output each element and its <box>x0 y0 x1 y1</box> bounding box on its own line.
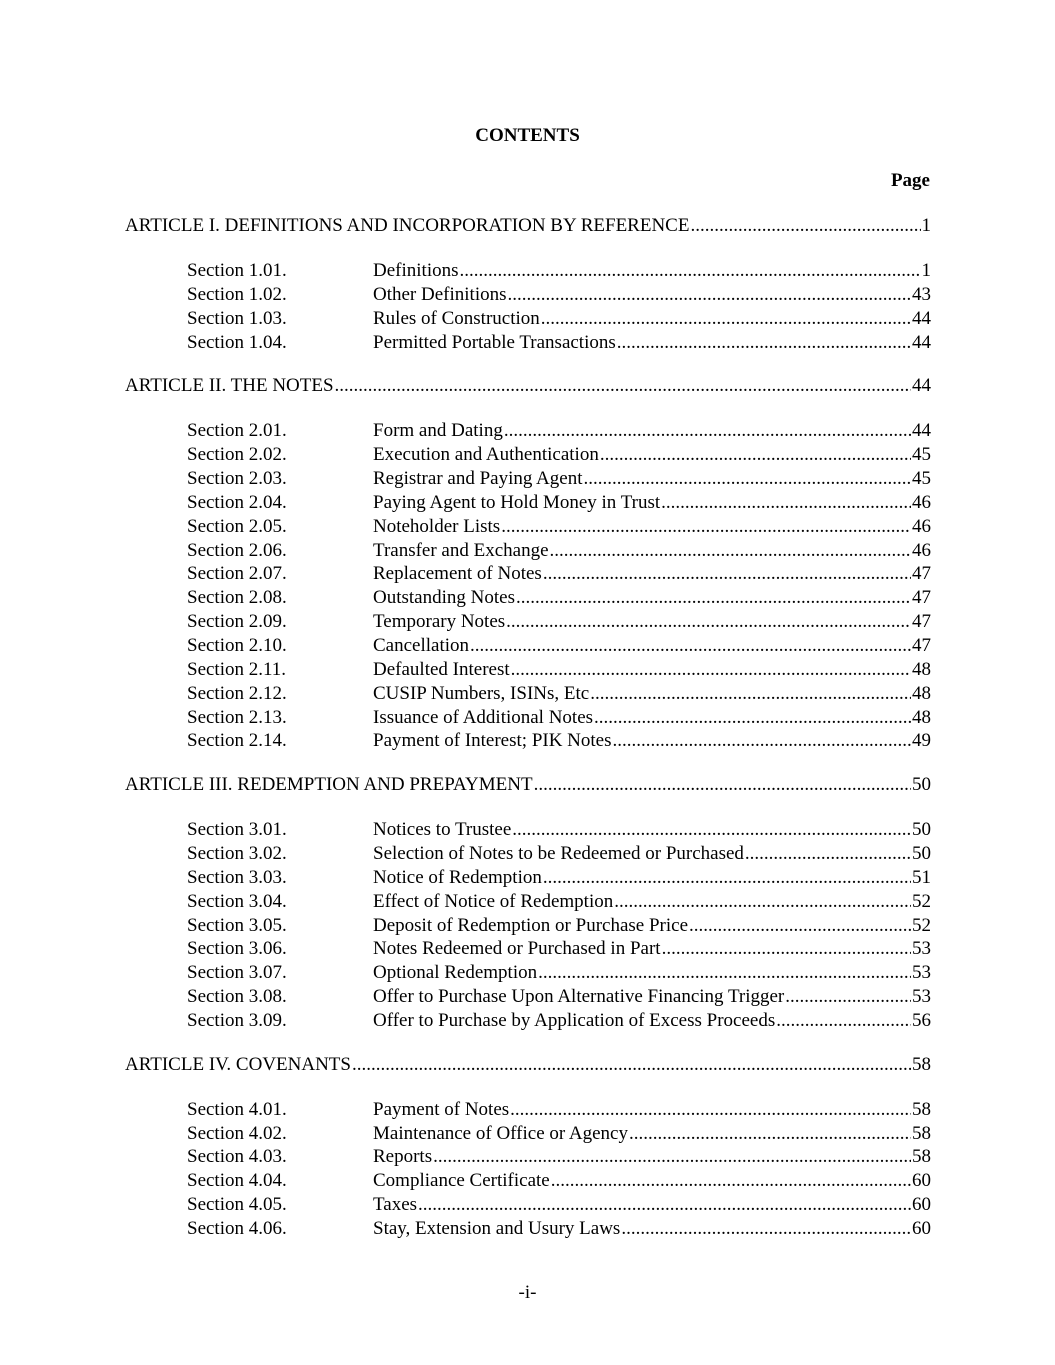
section-title: Deposit of Redemption or Purchase Price <box>373 914 689 936</box>
article-title: ARTICLE III. REDEMPTION AND PREPAYMENT <box>125 774 533 796</box>
dot-leader <box>516 586 911 610</box>
section-number: Section 3.01. <box>187 819 287 841</box>
section-title: Optional Redemption <box>373 962 538 984</box>
section-number: Section 2.13. <box>187 706 287 728</box>
section-number: Section 3.09. <box>187 1009 287 1031</box>
section-number: Section 1.01. <box>187 260 287 281</box>
section-title: Notices to Trustee <box>373 819 512 841</box>
dot-leader <box>629 1122 911 1146</box>
section-title: Issuance of Additional Notes <box>373 706 594 728</box>
section-page-number: 51 <box>912 866 931 888</box>
section-page-number: 60 <box>912 1194 931 1216</box>
dot-leader <box>785 985 911 1009</box>
section-page-number: 48 <box>912 658 931 680</box>
section-title: Reports <box>373 1146 433 1168</box>
section-title: Noteholder Lists <box>373 515 501 537</box>
section-page-number: 56 <box>912 1009 931 1031</box>
toc-section-entry <box>125 331 931 355</box>
section-page-number: 46 <box>912 515 931 537</box>
toc-section-entry <box>125 866 931 890</box>
section-title: Registrar and Paying Agent <box>373 468 583 490</box>
section-page-number: 49 <box>912 730 931 752</box>
section-title: Payment of Notes <box>373 1098 510 1120</box>
toc-section-entry <box>125 1145 931 1169</box>
section-number: Section 2.07. <box>187 563 287 585</box>
section-title: Permitted Portable Transactions <box>373 331 616 353</box>
dot-leader <box>550 539 911 563</box>
toc-section-entry <box>125 985 931 1009</box>
section-number: Section 2.12. <box>187 682 287 704</box>
section-number: Section 4.02. <box>187 1122 287 1144</box>
section-title: Cancellation <box>373 634 470 656</box>
section-title: Defaulted Interest <box>373 658 510 680</box>
toc-section-entry <box>125 1098 931 1122</box>
section-list <box>125 1098 931 1241</box>
section-page-number: 43 <box>912 283 931 305</box>
dot-leader <box>352 1053 911 1077</box>
toc-section-entry <box>125 283 931 307</box>
dot-leader <box>543 562 911 586</box>
toc-section-entry <box>125 467 931 491</box>
section-title: Temporary Notes <box>373 611 506 633</box>
page-number-footer: -i- <box>518 1282 537 1303</box>
toc-section-entry <box>125 706 931 730</box>
section-title: Notice of Redemption <box>373 866 542 888</box>
section-page-number: 58 <box>912 1146 931 1168</box>
section-title: Selection of Notes to be Redeemed or Purchased <box>373 843 744 865</box>
toc-section-entry <box>125 539 931 563</box>
section-title: Definitions <box>373 260 459 281</box>
section-title: Transfer and Exchange <box>373 539 549 561</box>
page-title: CONTENTS <box>475 125 580 146</box>
dot-leader <box>506 610 911 634</box>
dot-leader <box>538 961 911 985</box>
article-title: ARTICLE IV. COVENANTS <box>125 1053 351 1075</box>
section-title: Paying Agent to Hold Money in Trust <box>373 491 661 513</box>
section-number: Section 2.04. <box>187 491 287 513</box>
table-of-contents <box>125 214 931 1261</box>
section-number: Section 3.02. <box>187 843 287 865</box>
section-number: Section 2.09. <box>187 611 287 633</box>
section-number: Section 2.11. <box>187 658 287 680</box>
section-page-number: 52 <box>912 914 931 936</box>
dot-leader <box>661 491 911 515</box>
section-page-number: 46 <box>912 491 931 513</box>
section-number: Section 4.06. <box>187 1218 287 1239</box>
section-number: Section 4.03. <box>187 1146 287 1168</box>
dot-leader <box>510 1098 911 1122</box>
toc-section-entry <box>125 586 931 610</box>
section-page-number: 1 <box>921 260 931 281</box>
section-number: Section 2.14. <box>187 730 287 752</box>
section-number: Section 2.05. <box>187 515 287 537</box>
toc-section-entry <box>125 443 931 467</box>
toc-article-entry <box>125 214 931 238</box>
section-page-number: 47 <box>912 611 931 633</box>
toc-article-entry <box>125 1053 931 1077</box>
section-title: Outstanding Notes <box>373 587 515 609</box>
section-title: Notes Redeemed or Purchased in Part <box>373 938 661 960</box>
page-column-header: Page <box>890 170 930 191</box>
section-title: Other Definitions <box>373 283 507 305</box>
toc-section-entry <box>125 914 931 938</box>
article-page-number: 58 <box>912 1053 931 1075</box>
section-title: Form and Dating <box>373 420 503 442</box>
article-page-number: 44 <box>912 375 931 397</box>
section-title: Payment of Interest; PIK Notes <box>373 730 612 752</box>
section-title: Rules of Construction <box>373 307 540 329</box>
section-page-number: 58 <box>912 1098 931 1120</box>
section-page-number: 44 <box>912 420 931 442</box>
article-page-number: 50 <box>912 774 931 796</box>
section-title: Compliance Certificate <box>373 1170 550 1192</box>
section-page-number: 45 <box>912 444 931 466</box>
article-title: ARTICLE II. THE NOTES <box>125 375 334 397</box>
toc-section-entry <box>125 729 931 753</box>
section-page-number: 53 <box>912 962 931 984</box>
dot-leader <box>508 283 911 307</box>
section-number: Section 3.04. <box>187 890 287 912</box>
dot-leader <box>621 1217 911 1241</box>
section-number: Section 2.06. <box>187 539 287 561</box>
section-page-number: 45 <box>912 468 931 490</box>
toc-section-entry <box>125 515 931 539</box>
toc-section-entry <box>125 1122 931 1146</box>
toc-section-entry <box>125 491 931 515</box>
dot-leader <box>776 1009 911 1033</box>
dot-leader <box>600 443 911 467</box>
toc-section-entry <box>125 1009 931 1033</box>
section-number: Section 1.04. <box>187 331 287 353</box>
section-page-number: 53 <box>912 938 931 960</box>
section-title: Execution and Authentication <box>373 444 599 466</box>
toc-section-entry <box>125 682 931 706</box>
section-page-number: 60 <box>912 1170 931 1192</box>
dot-leader <box>617 331 911 355</box>
toc-section-entry <box>125 634 931 658</box>
toc-section-entry <box>125 658 931 682</box>
section-list <box>125 259 931 354</box>
dot-leader <box>335 374 911 398</box>
dot-leader <box>470 634 911 658</box>
dot-leader <box>590 682 911 706</box>
toc-section-entry <box>125 610 931 634</box>
article-title: ARTICLE I. DEFINITIONS AND INCORPORATION BY REFERENCE <box>125 215 690 236</box>
section-number: Section 3.06. <box>187 938 287 960</box>
dot-leader <box>745 842 911 866</box>
section-number: Section 3.05. <box>187 914 287 936</box>
section-title: Offer to Purchase Upon Alternative Financing Trigger <box>373 986 785 1008</box>
section-list <box>125 818 931 1033</box>
section-title: Effect of Notice of Redemption <box>373 890 614 912</box>
dot-leader <box>433 1145 911 1169</box>
section-page-number: 47 <box>912 634 931 656</box>
toc-section-entry <box>125 818 931 842</box>
section-number: Section 3.08. <box>187 986 287 1008</box>
dot-leader <box>501 515 911 539</box>
section-page-number: 48 <box>912 706 931 728</box>
section-page-number: 48 <box>912 682 931 704</box>
section-number: Section 4.04. <box>187 1170 287 1192</box>
dot-leader <box>662 937 911 961</box>
section-page-number: 50 <box>912 819 931 841</box>
section-number: Section 4.05. <box>187 1194 287 1216</box>
section-title: CUSIP Numbers, ISINs, Etc <box>373 682 590 704</box>
dot-leader <box>418 1193 911 1217</box>
section-number: Section 1.03. <box>187 307 287 329</box>
section-page-number: 47 <box>912 563 931 585</box>
toc-section-entry <box>125 890 931 914</box>
toc-article-entry <box>125 773 931 797</box>
dot-leader <box>690 214 920 238</box>
dot-leader <box>543 866 911 890</box>
section-page-number: 47 <box>912 587 931 609</box>
section-page-number: 60 <box>912 1218 931 1239</box>
section-page-number: 53 <box>912 986 931 1008</box>
toc-section-entry <box>125 1217 931 1241</box>
toc-section-entry <box>125 1193 931 1217</box>
dot-leader <box>613 729 911 753</box>
dot-leader <box>594 706 911 730</box>
dot-leader <box>512 818 911 842</box>
section-title: Replacement of Notes <box>373 563 542 585</box>
section-page-number: 58 <box>912 1122 931 1144</box>
dot-leader <box>460 259 921 283</box>
section-number: Section 1.02. <box>187 283 287 305</box>
section-number: Section 3.07. <box>187 962 287 984</box>
section-list <box>125 419 931 753</box>
article-page-number: 1 <box>921 215 931 236</box>
section-number: Section 4.01. <box>187 1098 287 1120</box>
section-title: Maintenance of Office or Agency <box>373 1122 628 1144</box>
dot-leader <box>551 1169 911 1193</box>
toc-section-entry <box>125 937 931 961</box>
section-number: Section 2.03. <box>187 468 287 490</box>
section-number: Section 2.01. <box>187 420 287 442</box>
toc-article-entry <box>125 374 931 398</box>
section-page-number: 46 <box>912 539 931 561</box>
dot-leader <box>504 419 911 443</box>
dot-leader <box>689 914 911 938</box>
toc-section-entry <box>125 562 931 586</box>
section-title: Offer to Purchase by Application of Excess Proceeds <box>373 1009 776 1031</box>
toc-section-entry <box>125 419 931 443</box>
section-number: Section 2.10. <box>187 634 287 656</box>
dot-leader <box>534 773 911 797</box>
section-title: Taxes <box>373 1194 418 1216</box>
section-page-number: 52 <box>912 890 931 912</box>
toc-section-entry <box>125 961 931 985</box>
section-number: Section 3.03. <box>187 866 287 888</box>
section-page-number: 50 <box>912 843 931 865</box>
toc-section-entry <box>125 307 931 331</box>
section-page-number: 44 <box>912 307 931 329</box>
toc-section-entry <box>125 259 931 283</box>
dot-leader <box>584 467 912 491</box>
toc-section-entry <box>125 842 931 866</box>
dot-leader <box>541 307 911 331</box>
section-title: Stay, Extension and Usury Laws <box>373 1218 621 1239</box>
section-number: Section 2.02. <box>187 444 287 466</box>
section-number: Section 2.08. <box>187 587 287 609</box>
dot-leader <box>511 658 911 682</box>
dot-leader <box>614 890 911 914</box>
toc-section-entry <box>125 1169 931 1193</box>
section-page-number: 44 <box>912 331 931 353</box>
